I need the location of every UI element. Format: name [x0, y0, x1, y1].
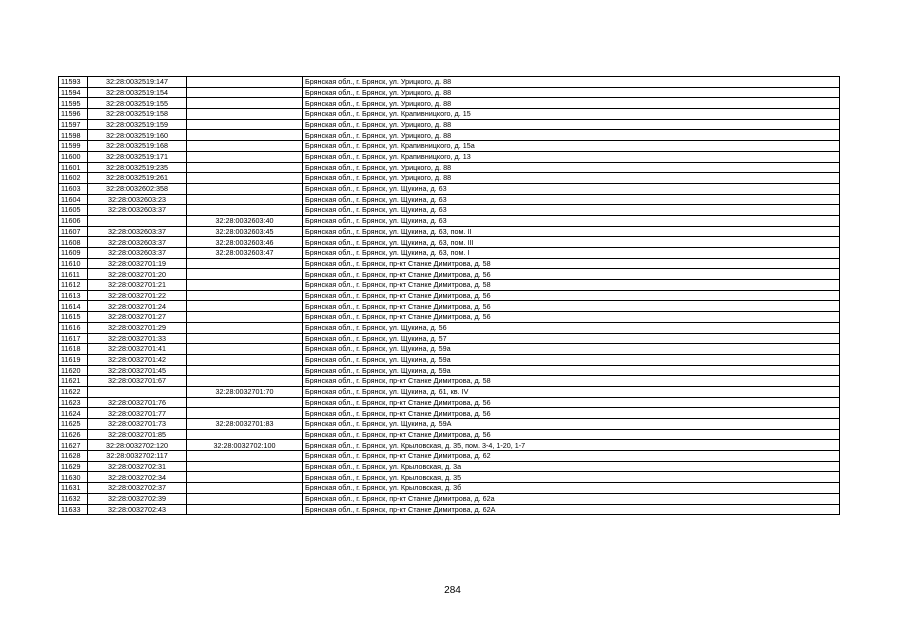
address-cell: Брянская обл., г. Брянск, пр-кт Станке Димитрова, д. 58	[303, 280, 840, 291]
table-row	[59, 312, 840, 323]
address-cell: Брянская обл., г. Брянск, ул. Крыловская, д. 35	[303, 472, 840, 483]
address-cell: Брянская обл., г. Брянск, пр-кт Станке Димитрова, д. 56	[303, 408, 840, 419]
address-cell: Брянская обл., г. Брянск, ул. Щукина, д. 63	[303, 194, 840, 205]
linked-cadastral-number-cell	[187, 194, 303, 205]
linked-cadastral-number-cell	[187, 461, 303, 472]
table-row	[59, 194, 840, 205]
cadastral-number-cell: 32:28:0032519:155	[88, 98, 187, 109]
linked-cadastral-number-cell	[187, 151, 303, 162]
linked-cadastral-number-cell	[187, 162, 303, 173]
row-number-cell: 11594	[59, 87, 88, 98]
table-row	[59, 419, 840, 430]
address-cell: Брянская обл., г. Брянск, ул. Щукина, д. 59А	[303, 419, 840, 430]
cadastral-number-cell: 32:28:0032603:23	[88, 194, 187, 205]
linked-cadastral-number-cell	[187, 354, 303, 365]
linked-cadastral-number-cell	[187, 397, 303, 408]
row-number-cell: 11611	[59, 269, 88, 280]
cadastral-number-cell: 32:28:0032519:171	[88, 151, 187, 162]
cadastral-number-cell: 32:28:0032701:24	[88, 301, 187, 312]
linked-cadastral-number-cell: 32:28:0032603:45	[187, 226, 303, 237]
table-row	[59, 215, 840, 226]
address-cell: Брянская обл., г. Брянск, пр-кт Станке Димитрова, д. 56	[303, 269, 840, 280]
linked-cadastral-number-cell	[187, 451, 303, 462]
address-cell: Брянская обл., г. Брянск, пр-кт Станке Димитрова, д. 58	[303, 258, 840, 269]
address-cell: Брянская обл., г. Брянск, ул. Урицкого, д. 88	[303, 119, 840, 130]
linked-cadastral-number-cell	[187, 87, 303, 98]
address-cell: Брянская обл., г. Брянск, ул. Щукина, д. 56	[303, 322, 840, 333]
row-number-cell: 11601	[59, 162, 88, 173]
linked-cadastral-number-cell	[187, 173, 303, 184]
row-number-cell: 11604	[59, 194, 88, 205]
cadastral-number-cell: 32:28:0032701:33	[88, 333, 187, 344]
linked-cadastral-number-cell	[187, 365, 303, 376]
linked-cadastral-number-cell	[187, 290, 303, 301]
address-cell: Брянская обл., г. Брянск, ул. Урицкого, д. 88	[303, 77, 840, 88]
cadastral-number-cell: 32:28:0032519:154	[88, 87, 187, 98]
cadastral-number-cell: 32:28:0032701:85	[88, 429, 187, 440]
row-number-cell: 11621	[59, 376, 88, 387]
cadastral-number-cell: 32:28:0032701:27	[88, 312, 187, 323]
cadastral-number-cell: 32:28:0032701:45	[88, 365, 187, 376]
address-cell: Брянская обл., г. Брянск, ул. Крыловская, д. 3а	[303, 461, 840, 472]
table-row	[59, 162, 840, 173]
address-cell: Брянская обл., г. Брянск, ул. Щукина, д. 63	[303, 205, 840, 216]
address-cell: Брянская обл., г. Брянск, ул. Урицкого, д. 88	[303, 87, 840, 98]
table-row	[59, 77, 840, 88]
row-number-cell: 11618	[59, 344, 88, 355]
linked-cadastral-number-cell	[187, 258, 303, 269]
row-number-cell: 11622	[59, 386, 88, 397]
table-row	[59, 386, 840, 397]
cadastral-number-cell: 32:28:0032701:77	[88, 408, 187, 419]
address-cell: Брянская обл., г. Брянск, ул. Урицкого, д. 88	[303, 162, 840, 173]
linked-cadastral-number-cell	[187, 333, 303, 344]
cadastral-number-cell: 32:28:0032701:76	[88, 397, 187, 408]
row-number-cell: 11631	[59, 483, 88, 494]
linked-cadastral-number-cell: 32:28:0032702:100	[187, 440, 303, 451]
row-number-cell: 11612	[59, 280, 88, 291]
cadastral-number-cell: 32:28:0032701:21	[88, 280, 187, 291]
linked-cadastral-number-cell	[187, 472, 303, 483]
cadastral-number-cell: 32:28:0032702:31	[88, 461, 187, 472]
row-number-cell: 11595	[59, 98, 88, 109]
row-number-cell: 11625	[59, 419, 88, 430]
table-row	[59, 280, 840, 291]
row-number-cell: 11600	[59, 151, 88, 162]
cadastral-number-cell: 32:28:0032602:358	[88, 183, 187, 194]
linked-cadastral-number-cell	[187, 408, 303, 419]
row-number-cell: 11609	[59, 248, 88, 259]
table-row	[59, 109, 840, 120]
linked-cadastral-number-cell	[187, 98, 303, 109]
address-cell: Брянская обл., г. Брянск, ул. Крапивницкого, д. 15	[303, 109, 840, 120]
table-row	[59, 141, 840, 152]
table-row	[59, 461, 840, 472]
table-row	[59, 173, 840, 184]
table-row	[59, 87, 840, 98]
table-row	[59, 354, 840, 365]
address-cell: Брянская обл., г. Брянск, ул. Крапивницкого, д. 13	[303, 151, 840, 162]
row-number-cell: 11629	[59, 461, 88, 472]
address-cell: Брянская обл., г. Брянск, ул. Щукина, д. 59а	[303, 365, 840, 376]
address-cell: Брянская обл., г. Брянск, ул. Крыловская, д. 3б	[303, 483, 840, 494]
row-number-cell: 11632	[59, 493, 88, 504]
row-number-cell: 11620	[59, 365, 88, 376]
row-number-cell: 11630	[59, 472, 88, 483]
cadastral-number-cell: 32:28:0032702:34	[88, 472, 187, 483]
linked-cadastral-number-cell	[187, 312, 303, 323]
linked-cadastral-number-cell	[187, 301, 303, 312]
table-row	[59, 333, 840, 344]
address-cell: Брянская обл., г. Брянск, ул. Крыловская, д. 35, пом. 3-4, 1-20, 1-7	[303, 440, 840, 451]
table-row	[59, 472, 840, 483]
table-row	[59, 429, 840, 440]
cadastral-number-cell: 32:28:0032519:158	[88, 109, 187, 120]
row-number-cell: 11624	[59, 408, 88, 419]
linked-cadastral-number-cell	[187, 322, 303, 333]
linked-cadastral-number-cell	[187, 119, 303, 130]
address-cell: Брянская обл., г. Брянск, ул. Щукина, д. 63	[303, 183, 840, 194]
table-row	[59, 397, 840, 408]
row-number-cell: 11608	[59, 237, 88, 248]
linked-cadastral-number-cell	[187, 130, 303, 141]
address-cell: Брянская обл., г. Брянск, ул. Щукина, д. 57	[303, 333, 840, 344]
table-row	[59, 290, 840, 301]
linked-cadastral-number-cell	[187, 141, 303, 152]
table-row	[59, 440, 840, 451]
table-row	[59, 504, 840, 515]
linked-cadastral-number-cell	[187, 493, 303, 504]
row-number-cell: 11606	[59, 215, 88, 226]
table-row	[59, 408, 840, 419]
cadastral-number-cell: 32:28:0032519:261	[88, 173, 187, 184]
address-cell: Брянская обл., г. Брянск, пр-кт Станке Димитрова, д. 62	[303, 451, 840, 462]
linked-cadastral-number-cell: 32:28:0032603:47	[187, 248, 303, 259]
table-row	[59, 269, 840, 280]
address-cell: Брянская обл., г. Брянск, ул. Щукина, д. 63	[303, 215, 840, 226]
address-cell: Брянская обл., г. Брянск, пр-кт Станке Димитрова, д. 56	[303, 312, 840, 323]
cadastral-number-cell: 32:28:0032701:29	[88, 322, 187, 333]
row-number-cell: 11605	[59, 205, 88, 216]
table-row	[59, 119, 840, 130]
linked-cadastral-number-cell: 32:28:0032603:40	[187, 215, 303, 226]
row-number-cell: 11626	[59, 429, 88, 440]
cadastral-number-cell: 32:28:0032702:43	[88, 504, 187, 515]
linked-cadastral-number-cell	[187, 77, 303, 88]
row-number-cell: 11599	[59, 141, 88, 152]
table-row	[59, 237, 840, 248]
address-cell: Брянская обл., г. Брянск, пр-кт Станке Димитрова, д. 56	[303, 290, 840, 301]
row-number-cell: 11616	[59, 322, 88, 333]
address-cell: Брянская обл., г. Брянск, пр-кт Станке Димитрова, д. 62а	[303, 493, 840, 504]
address-cell: Брянская обл., г. Брянск, ул. Щукина, д. 61, кв. IV	[303, 386, 840, 397]
table-row	[59, 205, 840, 216]
table-row	[59, 258, 840, 269]
cadastral-number-cell: 32:28:0032701:22	[88, 290, 187, 301]
linked-cadastral-number-cell	[187, 109, 303, 120]
row-number-cell: 11597	[59, 119, 88, 130]
row-number-cell: 11593	[59, 77, 88, 88]
linked-cadastral-number-cell	[187, 205, 303, 216]
cadastral-number-cell: 32:28:0032702:120	[88, 440, 187, 451]
cadastral-number-cell: 32:28:0032519:147	[88, 77, 187, 88]
row-number-cell: 11613	[59, 290, 88, 301]
linked-cadastral-number-cell	[187, 376, 303, 387]
cadastral-number-cell: 32:28:0032701:73	[88, 419, 187, 430]
address-cell: Брянская обл., г. Брянск, пр-кт Станке Димитрова, д. 56	[303, 397, 840, 408]
cadastral-number-cell: 32:28:0032702:39	[88, 493, 187, 504]
table-row	[59, 183, 840, 194]
linked-cadastral-number-cell: 32:28:0032603:46	[187, 237, 303, 248]
linked-cadastral-number-cell	[187, 483, 303, 494]
page-number: 284	[444, 585, 461, 596]
address-cell: Брянская обл., г. Брянск, ул. Урицкого, д. 88	[303, 173, 840, 184]
row-number-cell: 11627	[59, 440, 88, 451]
cadastral-number-cell: 32:28:0032702:37	[88, 483, 187, 494]
table-row	[59, 98, 840, 109]
address-cell: Брянская обл., г. Брянск, ул. Щукина, д. 59а	[303, 354, 840, 365]
row-number-cell: 11614	[59, 301, 88, 312]
linked-cadastral-number-cell	[187, 429, 303, 440]
address-cell: Брянская обл., г. Брянск, ул. Щукина, д. 63, пом. II	[303, 226, 840, 237]
table-row	[59, 301, 840, 312]
address-cell: Брянская обл., г. Брянск, ул. Урицкого, д. 88	[303, 98, 840, 109]
table-row	[59, 248, 840, 259]
cadastral-number-cell: 32:28:0032603:37	[88, 205, 187, 216]
row-number-cell: 11633	[59, 504, 88, 515]
cadastral-number-cell: 32:28:0032603:37	[88, 248, 187, 259]
address-cell: Брянская обл., г. Брянск, ул. Урицкого, д. 88	[303, 130, 840, 141]
row-number-cell: 11596	[59, 109, 88, 120]
cadastral-number-cell: 32:28:0032701:41	[88, 344, 187, 355]
table-row	[59, 493, 840, 504]
cadastral-number-cell	[88, 386, 187, 397]
cadastral-number-cell: 32:28:0032603:37	[88, 237, 187, 248]
table-row	[59, 451, 840, 462]
address-cell: Брянская обл., г. Брянск, пр-кт Станке Димитрова, д. 62А	[303, 504, 840, 515]
table-row	[59, 365, 840, 376]
row-number-cell: 11598	[59, 130, 88, 141]
row-number-cell: 11603	[59, 183, 88, 194]
cadastral-number-cell: 32:28:0032603:37	[88, 226, 187, 237]
cadastral-number-cell: 32:28:0032519:168	[88, 141, 187, 152]
cadastral-number-cell: 32:28:0032702:117	[88, 451, 187, 462]
address-cell: Брянская обл., г. Брянск, пр-кт Станке Димитрова, д. 56	[303, 429, 840, 440]
property-table	[58, 76, 840, 515]
address-cell: Брянская обл., г. Брянск, ул. Щукина, д. 63, пом. III	[303, 237, 840, 248]
cadastral-number-cell: 32:28:0032519:235	[88, 162, 187, 173]
table-row	[59, 322, 840, 333]
row-number-cell: 11602	[59, 173, 88, 184]
linked-cadastral-number-cell	[187, 269, 303, 280]
address-cell: Брянская обл., г. Брянск, пр-кт Станке Димитрова, д. 58	[303, 376, 840, 387]
cadastral-number-cell: 32:28:0032701:42	[88, 354, 187, 365]
row-number-cell: 11610	[59, 258, 88, 269]
table-row	[59, 151, 840, 162]
address-cell: Брянская обл., г. Брянск, ул. Щукина, д. 63, пом. I	[303, 248, 840, 259]
linked-cadastral-number-cell	[187, 344, 303, 355]
cadastral-number-cell: 32:28:0032701:20	[88, 269, 187, 280]
row-number-cell: 11619	[59, 354, 88, 365]
row-number-cell: 11617	[59, 333, 88, 344]
row-number-cell: 11615	[59, 312, 88, 323]
table-row	[59, 130, 840, 141]
linked-cadastral-number-cell: 32:28:0032701:83	[187, 419, 303, 430]
cadastral-number-cell: 32:28:0032519:160	[88, 130, 187, 141]
cadastral-number-cell	[88, 215, 187, 226]
table-row	[59, 226, 840, 237]
address-cell: Брянская обл., г. Брянск, ул. Щукина, д. 59а	[303, 344, 840, 355]
linked-cadastral-number-cell	[187, 280, 303, 291]
cadastral-number-cell: 32:28:0032519:159	[88, 119, 187, 130]
table-row	[59, 483, 840, 494]
linked-cadastral-number-cell	[187, 504, 303, 515]
row-number-cell: 11628	[59, 451, 88, 462]
cadastral-number-cell: 32:28:0032701:19	[88, 258, 187, 269]
linked-cadastral-number-cell	[187, 183, 303, 194]
row-number-cell: 11607	[59, 226, 88, 237]
linked-cadastral-number-cell: 32:28:0032701:70	[187, 386, 303, 397]
address-cell: Брянская обл., г. Брянск, пр-кт Станке Димитрова, д. 56	[303, 301, 840, 312]
table-row	[59, 344, 840, 355]
cadastral-number-cell: 32:28:0032701:67	[88, 376, 187, 387]
address-cell: Брянская обл., г. Брянск, ул. Крапивницкого, д. 15а	[303, 141, 840, 152]
table-body	[59, 77, 840, 515]
row-number-cell: 11623	[59, 397, 88, 408]
table-row	[59, 376, 840, 387]
